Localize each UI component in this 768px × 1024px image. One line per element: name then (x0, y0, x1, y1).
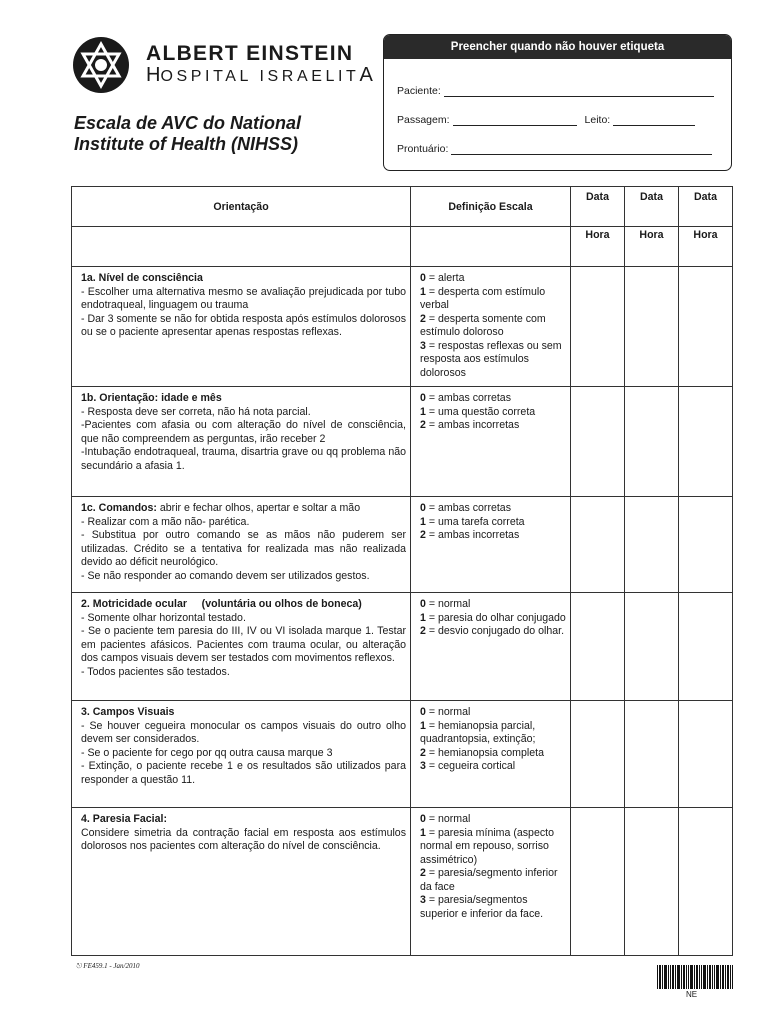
scale-item: 0 = normal (420, 598, 471, 610)
passagem-field[interactable] (453, 115, 577, 126)
logo-initial-h: H (146, 64, 161, 86)
criterion-line: - Se o paciente tem paresia do III, IV ou VI isolada marque 1. Testar em pacientes afásicos. Pacientes com trauma ocular, ou alteração dos campos visuais devem ser testados com movimentos reflexos. (81, 625, 406, 664)
header-data-2[interactable]: Data (625, 187, 679, 227)
table-row (72, 267, 733, 387)
scale-item: 2 = ambas incorretas (420, 529, 520, 541)
criterion-cell (72, 387, 411, 497)
score-cell[interactable] (571, 593, 625, 701)
logo-subname (146, 64, 373, 87)
scale-item: 2 = paresia/segmento inferior da face (420, 867, 558, 893)
scale-item: 0 = ambas corretas (420, 502, 511, 514)
criterion-line: - Substitua por outro comando se as mãos não puderem ser utilizadas. Crédito se a tentativa for realizada mas não realizada devido ao déficit neurológico. (81, 529, 406, 568)
paciente-label: Paciente: (397, 85, 441, 97)
title-line-2: Institute of Health (NIHSS) (74, 134, 298, 154)
hora-row-blank-1 (72, 227, 411, 267)
criterion-line: - Se o paciente for cego por qq outra causa marque 3 (81, 746, 333, 759)
scale-item: 2 = desvio conjugado do olhar. (420, 625, 565, 637)
scale-item: 0 = normal (420, 706, 471, 718)
scale-cell (411, 593, 571, 701)
criterion-cell (72, 701, 411, 808)
table-row (72, 497, 733, 593)
criterion-title: 3. Campos Visuais (81, 706, 175, 718)
criterion-cell (72, 593, 411, 701)
score-cell[interactable] (679, 701, 733, 808)
criterion-line: -Pacientes com afasia ou com alteração do nível de consciência, que não compreendem as perguntas, irão receber 2 (81, 419, 406, 445)
logo-subname-text: OSPITAL ISRAELIT (160, 68, 360, 85)
form-code-text: FE459.1 - Jan/2010 (83, 962, 140, 970)
scale-item: 1 = desperta com estímulo verbal (420, 285, 546, 311)
header-data-1[interactable]: Data (571, 187, 625, 227)
barcode-label: NE (686, 990, 698, 999)
score-cell[interactable] (625, 387, 679, 497)
scale-item: 0 = normal (420, 813, 471, 825)
scale-cell (411, 267, 571, 387)
table-row (72, 387, 733, 497)
score-cell[interactable] (571, 387, 625, 497)
scale-item: 3 = cegueira cortical (420, 760, 516, 772)
logo-name: ALBERT EINSTEIN (146, 42, 354, 65)
table-header-row (72, 187, 733, 227)
score-cell[interactable] (571, 267, 625, 387)
score-cell[interactable] (679, 593, 733, 701)
criterion-title: 2. Motricidade ocular (voluntária ou olhos de boneca) (81, 598, 362, 610)
prontuario-row (397, 143, 712, 155)
scale-item: 1 = paresia do olhar conjugado (420, 611, 566, 624)
scale-cell (411, 701, 571, 808)
criterion-title: 1b. Orientação: idade e mês (81, 392, 222, 404)
criterion-line: -Intubação endotraqueal, trauma, disartria grave ou qq problema não secundário a afasia 1. (81, 446, 406, 472)
scale-item: 1 = uma questão correta (420, 405, 536, 418)
header-definicao: Definição Escala (411, 187, 571, 227)
leito-label: Leito: (584, 114, 611, 126)
score-cell[interactable] (679, 497, 733, 593)
hora-row-blank-2 (411, 227, 571, 267)
table-hora-row (72, 227, 733, 267)
page-title (74, 113, 364, 155)
header-data-3[interactable]: Data (679, 187, 733, 227)
table-row (72, 593, 733, 701)
table-row (72, 701, 733, 808)
paciente-row (397, 85, 714, 97)
score-cell[interactable] (679, 267, 733, 387)
criterion-line: - Se não responder ao comando devem ser utilizados gestos. (81, 569, 370, 582)
scale-cell (411, 808, 571, 956)
criterion-line: - Se houver cegueira monocular os campos visuais do outro olho devem ser considerados. (81, 719, 406, 745)
score-cell[interactable] (625, 593, 679, 701)
score-cell[interactable] (571, 701, 625, 808)
criterion-title-rest: abrir e fechar olhos, apertar e soltar a mão (156, 502, 361, 514)
scale-item: 3 = respostas reflexas ou sem resposta aos estímulos dolorosos (420, 339, 562, 379)
criterion-cell (72, 497, 411, 593)
title-line-1: Escala de AVC do National (74, 113, 302, 133)
criterion-title: 1a. Nível de consciência (81, 272, 203, 284)
paciente-field[interactable] (444, 86, 714, 97)
scale-item: 1 = paresia mínima (aspecto normal em repouso, sorriso assimétrico) (420, 826, 554, 866)
criterion-line: - Somente olhar horizontal testado. (81, 611, 246, 624)
scale-item: 2 = hemianopsia completa (420, 746, 544, 759)
scale-item: 1 = uma tarefa correta (420, 515, 525, 528)
header-hora-3[interactable]: Hora (679, 227, 733, 267)
prontuario-label: Prontuário: (397, 143, 449, 155)
barcode-icon (657, 965, 733, 989)
table-row (72, 808, 733, 956)
logo-final-a: A (359, 64, 373, 86)
scale-item: 2 = ambas incorretas (420, 419, 520, 431)
criterion-title: 4. Paresia Facial: (81, 813, 167, 825)
score-cell[interactable] (679, 387, 733, 497)
header-orientacao: Orientação (72, 187, 411, 227)
score-cell[interactable] (679, 808, 733, 956)
criterion-line: - Todos pacientes são testados. (81, 665, 230, 678)
scale-item: 1 = hemianopsia parcial, quadrantopsia, extinção; (420, 719, 536, 745)
score-cell[interactable] (625, 808, 679, 956)
criterion-cell (72, 808, 411, 956)
scale-item: 2 = desperta somente com estímulo doloroso (420, 312, 546, 338)
criterion-line: - Dar 3 somente se não for obtida resposta após estímulos dolorosos ou se o paciente apresentar apenas respostas reflexas. (81, 312, 406, 338)
passagem-row (397, 114, 695, 126)
criterion-line: Considere simetria da contração facial em resposta aos estímulos dolorosos nos pacientes com alteração do nível de consciência. (81, 826, 406, 852)
label-box-heading: Preencher quando não houver etiqueta (384, 35, 731, 59)
criterion-cell (72, 267, 411, 387)
prontuario-field[interactable] (451, 144, 712, 155)
nihss-table (71, 186, 733, 956)
criterion-title: 1c. Comandos: (81, 502, 157, 514)
criterion-line: - Realizar com a mão não- parética. (81, 515, 250, 528)
score-cell[interactable] (625, 701, 679, 808)
scale-cell (411, 497, 571, 593)
passagem-label: Passagem: (397, 114, 450, 126)
scale-item: 3 = paresia/segmentos superior e inferior da face. (420, 894, 544, 920)
score-cell[interactable] (571, 497, 625, 593)
criterion-title-row (81, 502, 406, 516)
form-code: ⎋ FE459.1 - Jan/2010 (76, 962, 140, 970)
criterion-line: - Resposta deve ser correta, não há nota parcial. (81, 405, 311, 418)
header-hora-1[interactable]: Hora (571, 227, 625, 267)
scale-item: 0 = ambas corretas (420, 392, 511, 404)
score-cell[interactable] (625, 497, 679, 593)
score-cell[interactable] (625, 267, 679, 387)
criterion-line: - Extinção, o paciente recebe 1 e os resultados são utilizados para responder a questão 11. (81, 760, 406, 786)
scale-item: 0 = alerta (420, 272, 465, 284)
header-hora-2[interactable]: Hora (625, 227, 679, 267)
patient-label-box (383, 34, 732, 171)
scale-cell (411, 387, 571, 497)
leito-field[interactable] (613, 115, 695, 126)
criterion-line: - Escolher uma alternativa mesmo se avaliação prejudicada por tubo endotraqueal, linguagem ou trauma (81, 285, 406, 311)
score-cell[interactable] (571, 808, 625, 956)
hospital-logo-icon (72, 36, 130, 94)
